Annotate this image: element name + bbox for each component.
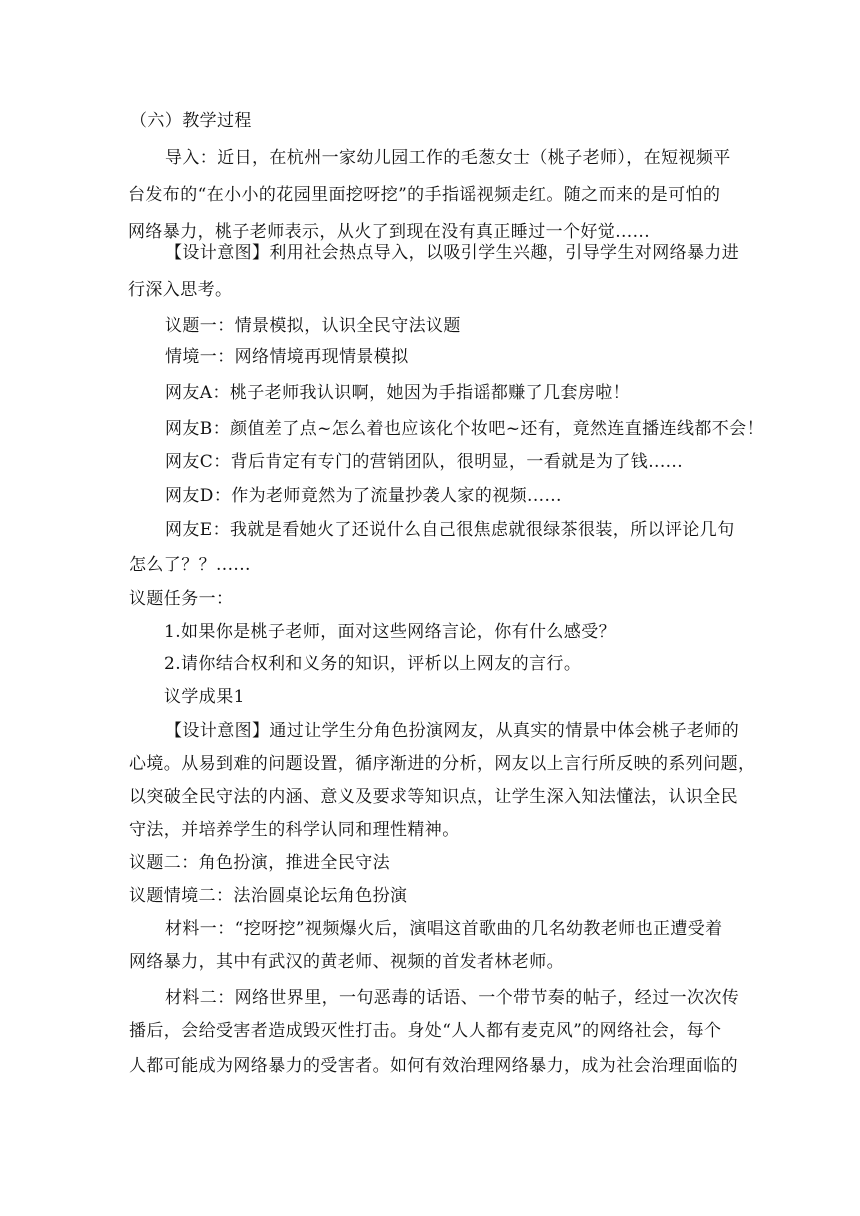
- comment-line: 网友C：背后肯定有专门的营销团队，很明显，一看就是为了钱......: [165, 452, 684, 472]
- paragraph-line: 【设计意图】利用社会热点导入，以吸引学生兴趣，引导学生对网络暴力进: [165, 243, 740, 263]
- paragraph-line: 守法，并培养学生的科学认同和理性精神。: [129, 820, 460, 840]
- topic-heading: 议题一：情景模拟，认识全民守法议题: [165, 316, 461, 336]
- section-heading: （六）教学过程: [130, 111, 252, 131]
- paragraph-line: 导入：近日，在杭州一家幼儿园工作的毛葱女士（桃子老师），在短视频平: [165, 148, 731, 168]
- comment-line: 网友D：作为老师竟然为了流量抄袭人家的视频......: [165, 486, 562, 506]
- task-item: 2.请你结合权利和义务的知识，评析以上网友的言行。: [164, 654, 582, 674]
- paragraph-line: 播后，会给受害者造成毁灭性打击。身处“人人都有麦克风”的网络社会，每个: [129, 1021, 722, 1041]
- comment-line: 网友A：桃子老师我认识啊，她因为手指谣都赚了几套房啦！: [165, 383, 631, 403]
- comment-line: 网友E：我就是看她火了还说什么自己很焦虑就很绿茶很装，所以评论几句: [165, 520, 735, 540]
- task-item: 1.如果你是桃子老师，面对这些网络言论，你有什么感受？: [164, 622, 617, 642]
- comment-line: 网友B：颜值差了点~怎么着也应该化个妆吧~还有，竟然连直播连线都不会！: [165, 419, 764, 439]
- comment-line: 怎么了？？......: [129, 555, 251, 575]
- paragraph-line: 心境。从易到难的问题设置，循序渐进的分析，网友以上言行所反映的系列问题，: [129, 754, 756, 774]
- scenario-heading: 情境一：网络情境再现情景模拟: [165, 347, 409, 367]
- paragraph-line: 行深入思考。: [128, 280, 233, 300]
- paragraph-line: 网络暴力，其中有武汉的黄老师、视频的首发者林老师。: [129, 952, 564, 972]
- task-heading: 议题任务一：: [129, 589, 234, 609]
- paragraph-line: 材料一：“挖呀挖”视频爆火后，演唱这首歌曲的几名幼教老师也正遭受着: [165, 919, 723, 939]
- paragraph-line: 人都可能成为网络暴力的受害者。如何有效治理网络暴力，成为社会治理面临的: [129, 1056, 738, 1076]
- paragraph-line: 台发布的“在小小的花园里面挖呀挖”的手指谣视频走红。随之而来的是可怕的: [128, 185, 721, 205]
- paragraph-line: 网络暴力，桃子老师表示，从火了到现在没有真正睡过一个好觉......: [128, 222, 651, 242]
- paragraph-line: 材料二：网络世界里，一句恶毒的话语、一个带节奏的帖子，经过一次次传: [165, 988, 740, 1008]
- result-heading: 议学成果1: [164, 687, 245, 707]
- paragraph-line: 【设计意图】通过让学生分角色扮演网友，从真实的情景中体会桃子老师的: [165, 721, 740, 741]
- paragraph-line: 以突破全民守法的内涵、意义及要求等知识点，让学生深入知法懂法，认识全民: [129, 787, 738, 807]
- scenario-heading: 议题情境二：法治圆桌论坛角色扮演: [129, 886, 408, 906]
- topic-heading: 议题二：角色扮演，推进全民守法: [129, 853, 390, 873]
